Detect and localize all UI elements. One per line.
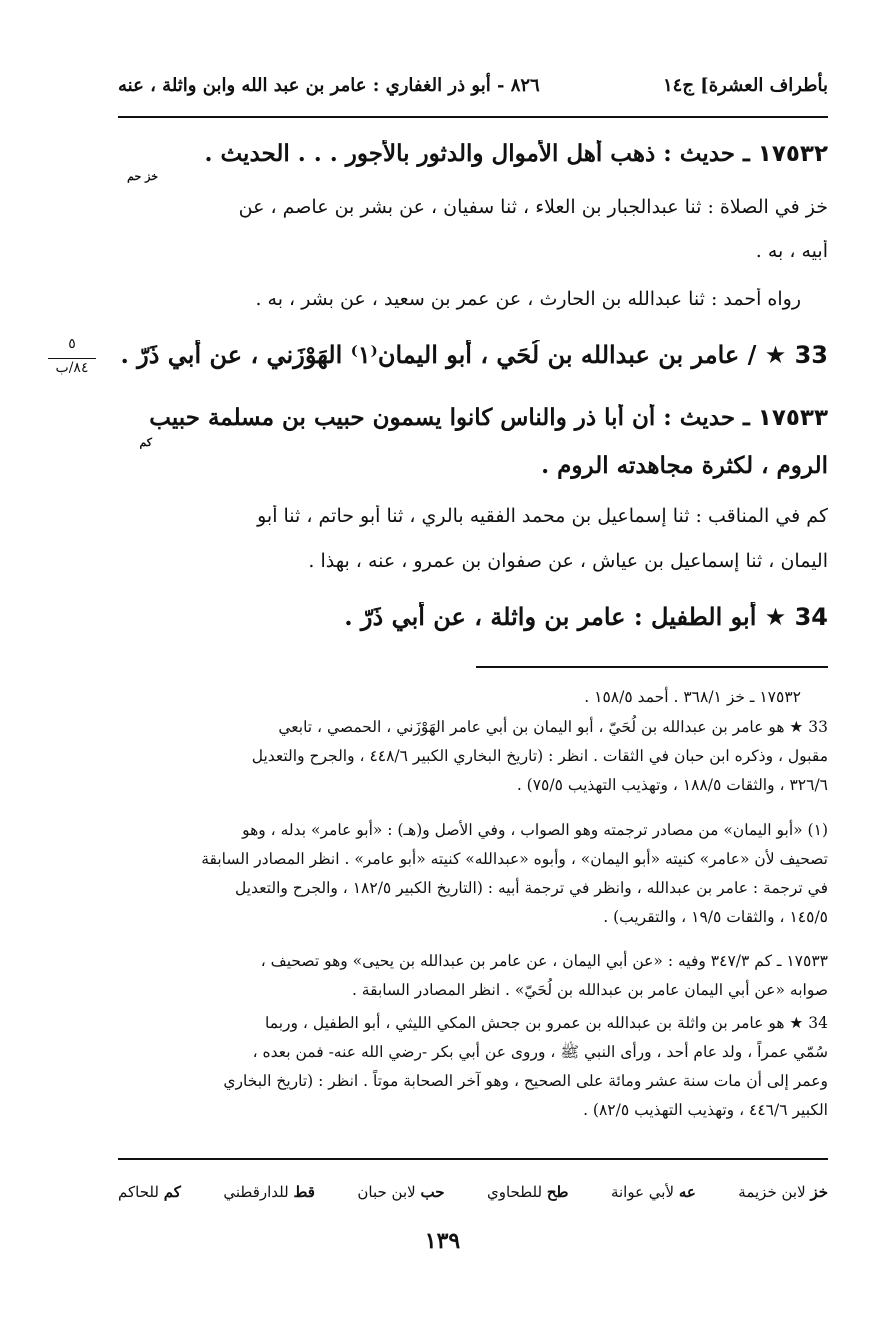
- abbr-item: [611, 1183, 696, 1201]
- page-number: ١٣٩: [424, 1228, 461, 1254]
- source-codes: كم: [139, 436, 152, 449]
- hadith-title: ـ حديث : ذهب أهل الأموال والدثور بالأجور . . . الحديث .: [204, 140, 750, 167]
- footnote-17533-line: ١٧٥٣٣ ـ كم ٣٤٧/٣ وفيه : «عن أبي اليمان ، عن عامر بن عبدالله بن يحيى» وهو تصحيف ،: [260, 952, 828, 970]
- hadith-number: ١٧٥٣٣: [757, 405, 828, 431]
- footnote-1-line: (١) «أبو اليمان» من مصادر ترجمته وهو الصواب ، وفي الأصل و(هـ) : «أبو عامر» بدله ، وهو: [242, 821, 828, 839]
- abbreviation-legend: [118, 1177, 828, 1207]
- abbr-code: طح: [546, 1183, 569, 1201]
- footnote-33-line: 33 ★ هو عامر بن عبدالله بن لُحَيّ ، أبو اليمان بن أبي عامر الهَوْزَني ، الحمصي ، تابعي: [278, 718, 828, 736]
- footnote-separator: [476, 666, 828, 668]
- hadith-17533-title: [118, 404, 828, 438]
- abbr-code: خز: [810, 1183, 828, 1201]
- narrator-34-heading: [118, 602, 828, 640]
- narrator-number: 33: [794, 341, 828, 369]
- abbr-item: [118, 1183, 181, 1201]
- footnote-34-line: وعمر إلى أن مات سنة عشر ومائة على الصحيح ، وهو آخر الصحابة موتاً . انظر : (تاريخ البخاري: [223, 1072, 828, 1090]
- isnad-line: أبيه ، به .: [755, 240, 828, 262]
- footnote-1-line: في ترجمة : عامر بن عبدالله ، وانظر في ترجمة أبيه : (التاريخ الكبير ١٨٢/٥ ، والجرح والتعديل: [235, 879, 828, 897]
- isnad-line: رواه أحمد : ثنا عبدالله بن الحارث ، عن عمر بن سعيد ، عن بشر ، به .: [255, 288, 801, 310]
- abbr-item: [357, 1183, 444, 1201]
- abbr-name: لابن خزيمة: [738, 1183, 806, 1201]
- footnote-33-line: ٣٢٦/٦ ، والثقات ١٨٨/٥ ، وتهذيب التهذيب ٧٥/٥) .: [516, 776, 828, 794]
- hadith-17532-title: [118, 140, 828, 174]
- footnote-17533-line: صوابه «عن أبي اليمان عامر بن عبدالله بن لُحَيّ» . انظر المصادر السابقة .: [351, 981, 828, 999]
- footnote-34-line: سُمّي عمراً ، ولد عام أحد ، ورأى النبي ﷺ ، وروى عن أبي بكر -رضي الله عنه- فمن بعده ،: [252, 1043, 828, 1061]
- abbr-name: للحاكم: [118, 1183, 159, 1201]
- abbr-name: للدارقطني: [223, 1183, 289, 1201]
- footnote-33-line: مقبول ، وذكره ابن حبان في الثقات . انظر : (تاريخ البخاري الكبير ٤٤٨/٦ ، والجرح والتعديل: [251, 747, 828, 765]
- abbr-item: [487, 1183, 568, 1201]
- margin-note-rule: [48, 358, 96, 359]
- footnote-34-line: الكبير ٤٤٦/٦ ، وتهذيب التهذيب ٨٢/٥) .: [583, 1101, 828, 1119]
- hadith-number: ١٧٥٣٢: [757, 141, 828, 167]
- abbr-name: لأبي عوانة: [610, 1183, 675, 1201]
- narrator-name: أبو الطفيل : عامر بن واثلة ، عن أبي ذَرّ .: [344, 602, 757, 631]
- abbr-item: [223, 1183, 315, 1201]
- isnad-line: خز في الصلاة : ثنا عبدالجبار بن العلاء ، ثنا سفيان ، عن بشر بن عاصم ، عن: [238, 196, 828, 218]
- isnad-line: كم في المناقب : ثنا إسماعيل بن محمد الفقيه بالري ، ثنا أبو حاتم ، ثنا أبو: [257, 505, 828, 527]
- footnote-17532: ١٧٥٣٢ ـ خز ٣٦٨/١ . أحمد ١٥٨/٥ .: [584, 688, 801, 706]
- abbr-name: لابن حبان: [357, 1183, 416, 1201]
- header-rule: [118, 116, 828, 118]
- hadith-title: ـ حديث : أن أبا ذر والناس كانوا يسمون حبيب بن مسلمة حبيب: [149, 404, 750, 431]
- source-codes: خز حم: [127, 170, 158, 183]
- abbr-code: كم: [163, 1183, 181, 1201]
- margin-note-top: ٥: [68, 336, 76, 352]
- isnad-line: اليمان ، ثنا إسماعيل بن عياش ، عن صفوان بن عمرو ، عنه ، بهذا .: [308, 550, 828, 572]
- footnote-1-line: ١٤٥/٥ ، والثقات ١٩/٥ ، والتقريب) .: [603, 908, 828, 926]
- narrator-number: 34: [794, 603, 828, 631]
- abbr-code: قط: [293, 1183, 315, 1201]
- abbr-code: عه: [678, 1183, 696, 1201]
- header-volume: بأطراف العشرة] ج١٤: [662, 74, 828, 96]
- legend-rule: [118, 1158, 828, 1160]
- running-header: [118, 68, 828, 102]
- margin-note-bottom: ٨٤/ب: [55, 360, 89, 376]
- abbr-code: حب: [420, 1183, 445, 1201]
- abbr-item: [738, 1183, 828, 1201]
- star-icon: ★: [764, 603, 787, 631]
- footnote-1-line: تصحيف لأن «عامر» كنيته «أبو اليمان» ، وأبوه «عبدالله» كنيته «أبو عامر» . انظر المصادر السابقة: [201, 850, 828, 868]
- abbr-name: للطحاوي: [486, 1183, 543, 1201]
- narrator-name: / عامر بن عبدالله بن لُحَي ، أبو اليمان⁽١⁾ الهَوْزَني ، عن أبي ذَرّ .: [120, 340, 757, 369]
- narrator-33-heading: [118, 340, 828, 378]
- header-chapter: ٨٢٦ - أبو ذر الغفاري : عامر بن عبد الله وابن واثلة ، عنه: [118, 74, 540, 96]
- hadith-text-line: الروم ، لكثرة مجاهدته الروم .: [541, 452, 828, 479]
- footnote-34-line: 34 ★ هو عامر بن واثلة بن عبدالله بن عمرو بن جحش المكي الليثي ، أبو الطفيل ، وربما: [265, 1014, 828, 1032]
- star-icon: ★: [764, 341, 787, 369]
